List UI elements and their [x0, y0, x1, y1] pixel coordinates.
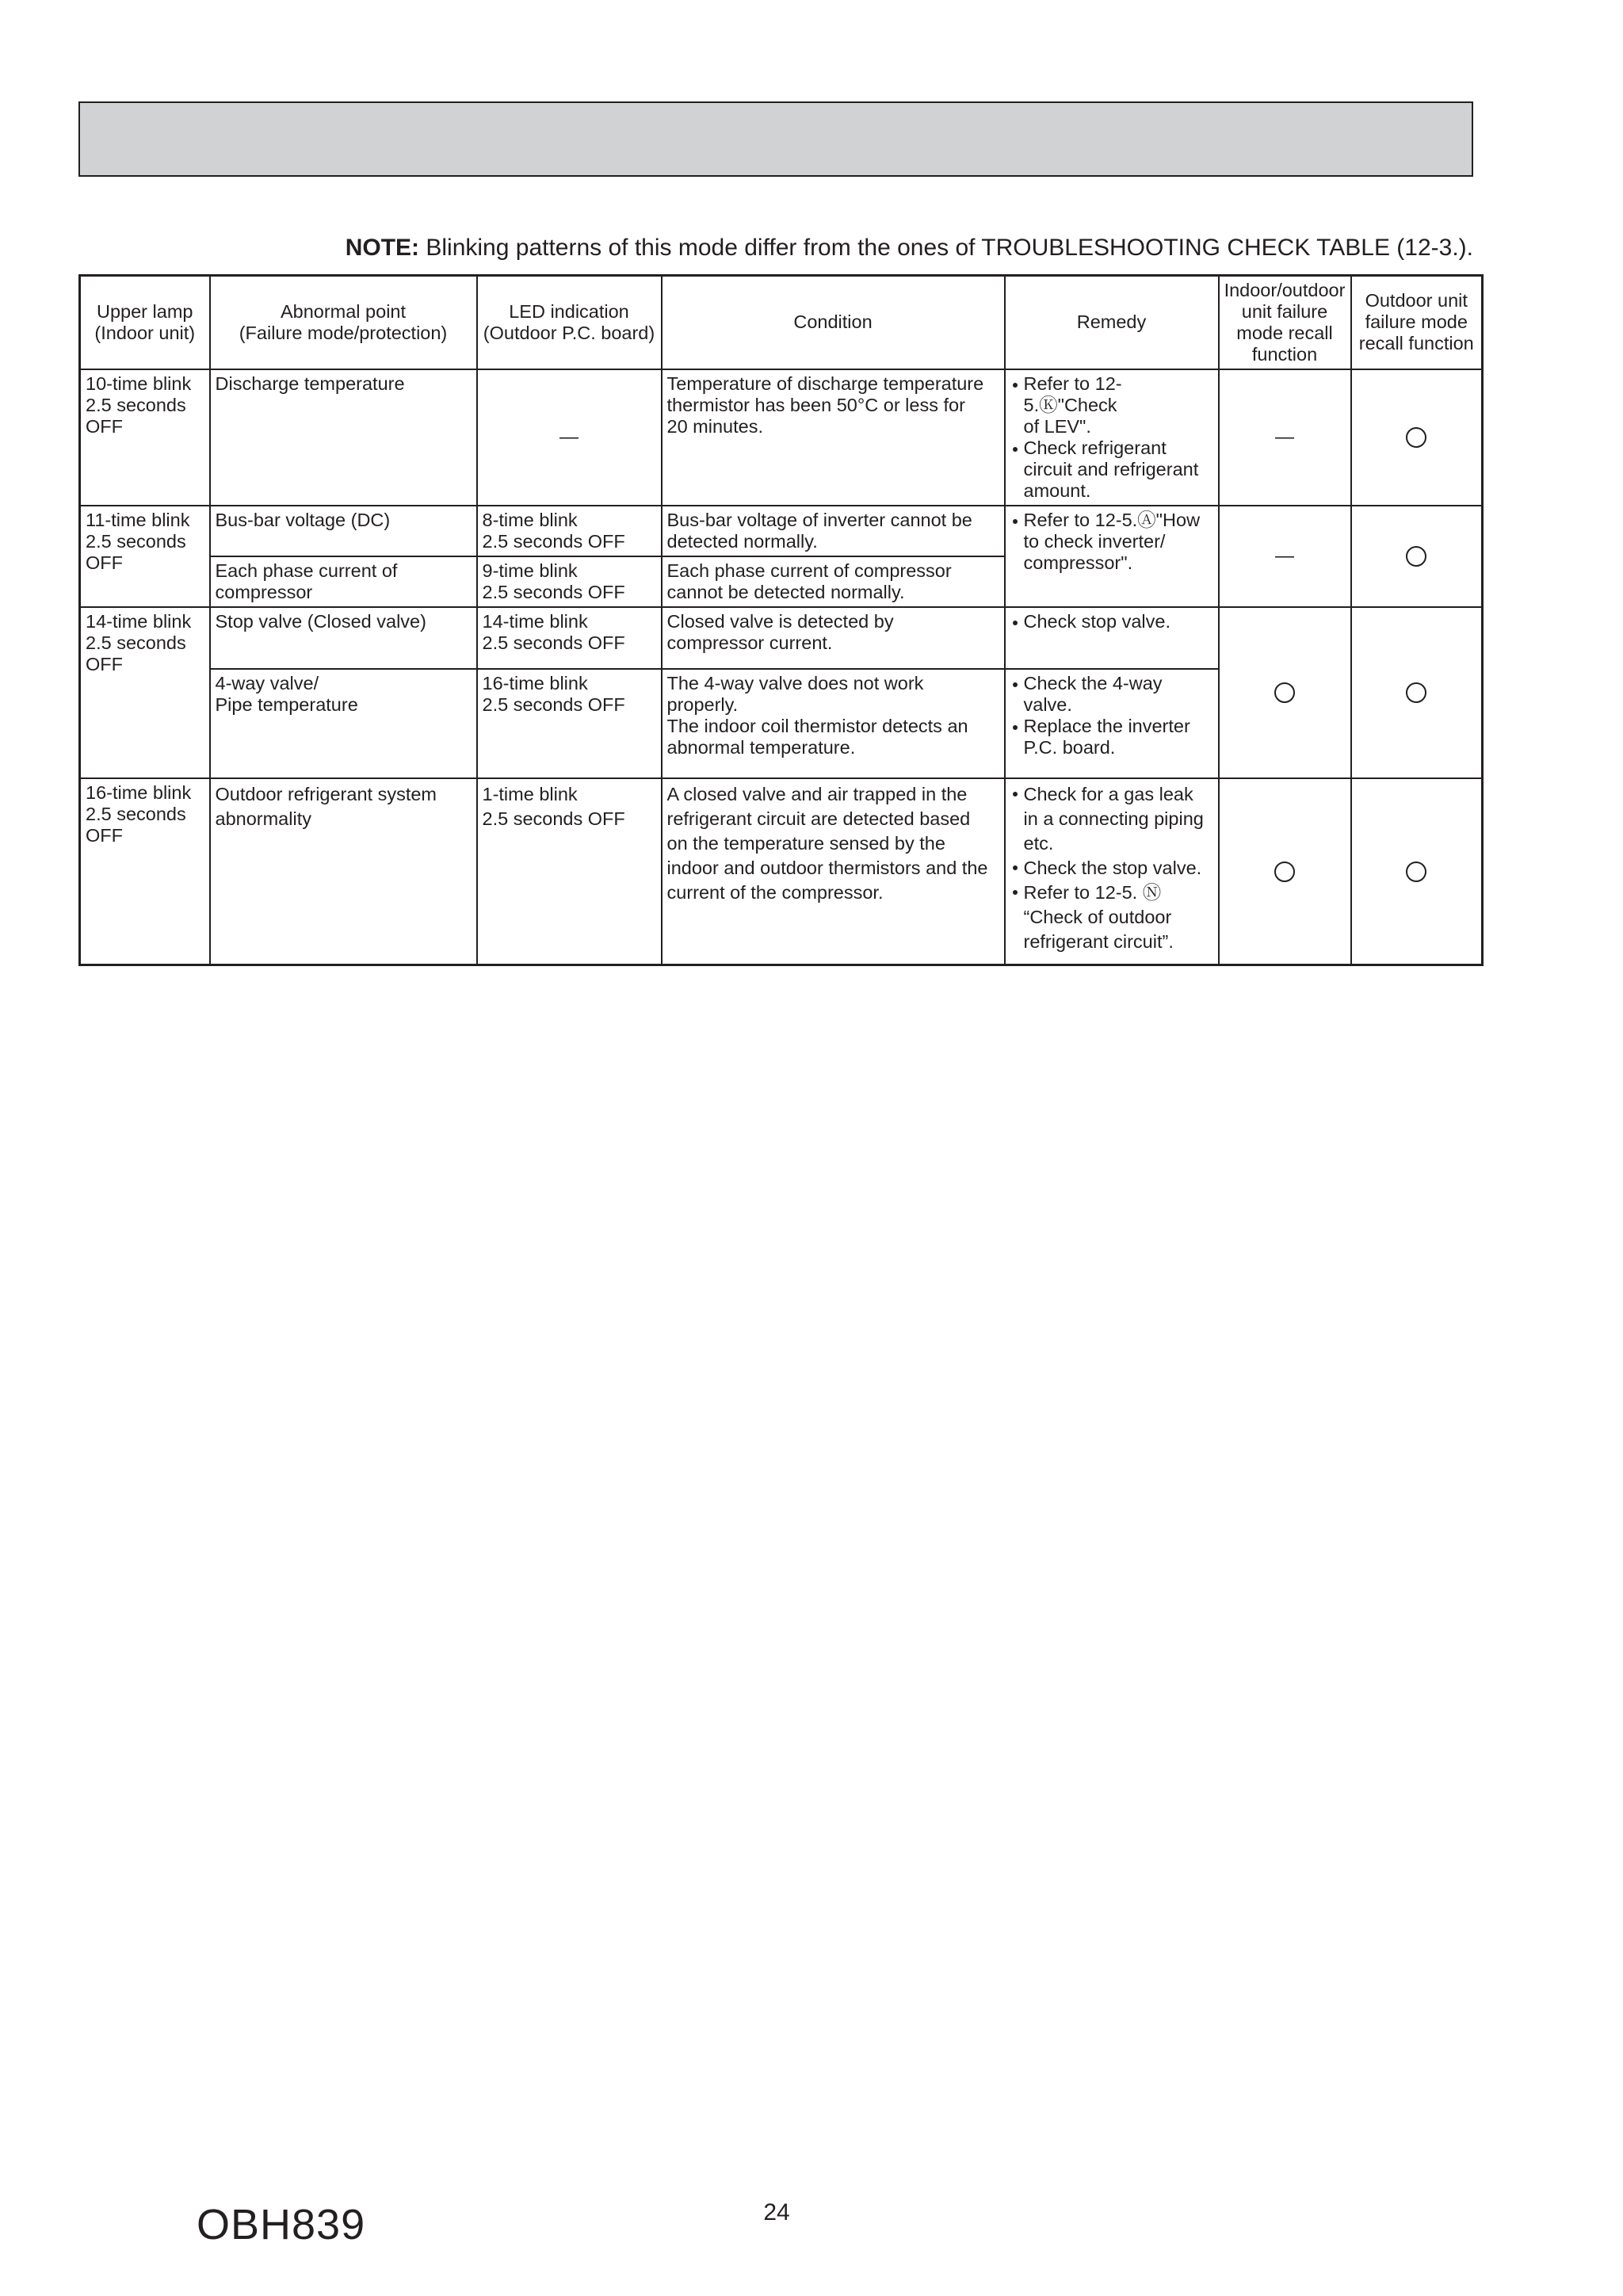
abnormal-point-cell: Stop valve (Closed valve) [210, 607, 477, 669]
condition-cell: Bus-bar voltage of inverter cannot be detected normally. [662, 506, 1005, 556]
outdoor-recall-cell [1351, 506, 1483, 607]
upper-lamp-cell: 11-time blink 2.5 seconds OFF [80, 506, 210, 607]
condition-cell: Closed valve is detected by compressor current. [662, 607, 1005, 669]
led-indication-cell: — [477, 369, 662, 506]
indoor-recall-cell [1219, 607, 1351, 778]
remedy-cell [1005, 669, 1219, 778]
remedy-cell [1005, 369, 1219, 506]
table-header-row [80, 276, 1483, 369]
led-indication-cell: 16-time blink 2.5 seconds OFF [477, 669, 662, 778]
header-condition: Condition [662, 276, 1005, 369]
remedy-item: Check refrigerant circuit and refrigerant amount. [1010, 437, 1213, 502]
led-indication-cell: 1-time blink 2.5 seconds OFF [477, 778, 662, 965]
led-indication-cell: 9-time blink 2.5 seconds OFF [477, 556, 662, 607]
note-text: Blinking patterns of this mode differ from the ones of TROUBLESHOOTING CHECK TABLE (12-3.). [419, 235, 1473, 261]
note-label: NOTE: [345, 235, 420, 261]
header-upper-lamp: Upper lamp (Indoor unit) [80, 276, 210, 369]
section-header-bar [78, 101, 1473, 177]
remedy-item: Refer to 12-5.Ⓐ"How to check inverter/ compressor". [1010, 510, 1213, 574]
table-row [80, 369, 1483, 506]
abnormal-point-cell: Discharge temperature [210, 369, 477, 506]
remedy-item: Check the stop valve. [1010, 856, 1213, 881]
remedy-item: Check the 4-way valve. [1010, 673, 1213, 716]
abnormal-point-cell: Outdoor refrigerant system abnormality [210, 778, 477, 965]
indoor-recall-cell [1219, 778, 1351, 965]
remedy-item: Check for a gas leak in a connecting piping etc. [1010, 782, 1213, 856]
table-row [80, 506, 1483, 556]
circle-mark-icon [1274, 861, 1295, 882]
remedy-cell [1005, 506, 1219, 607]
condition-cell: Temperature of discharge temperature thermistor has been 50°C or less for 20 minutes. [662, 369, 1005, 506]
header-remedy: Remedy [1005, 276, 1219, 369]
header-abnormal-point: Abnormal point (Failure mode/protection) [210, 276, 477, 369]
note [0, 235, 1473, 266]
circle-mark-icon [1406, 861, 1426, 882]
condition-cell: The 4-way valve does not work properly. The indoor coil thermistor detects an abnormal temperature. [662, 669, 1005, 778]
troubleshooting-table [78, 274, 1484, 966]
abnormal-point-cell: Bus-bar voltage (DC) [210, 506, 477, 556]
upper-lamp-cell: 10-time blink 2.5 seconds OFF [80, 369, 210, 506]
remedy-item: Refer to 12-5. Ⓝ “Check of outdoor refrigerant circuit”. [1010, 881, 1213, 954]
header-outdoor-recall: Outdoor unit failure mode recall function [1351, 276, 1483, 369]
remedy-cell [1005, 607, 1219, 669]
led-indication-cell: 8-time blink 2.5 seconds OFF [477, 506, 662, 556]
outdoor-recall-cell [1351, 369, 1483, 506]
abnormal-point-cell: Each phase current of compressor [210, 556, 477, 607]
remedy-item: Refer to 12-5.Ⓚ"Check of LEV". [1010, 373, 1213, 437]
remedy-cell [1005, 778, 1219, 965]
remedy-item: Replace the inverter P.C. board. [1010, 716, 1213, 758]
table-row [80, 778, 1483, 965]
table-row [80, 607, 1483, 669]
outdoor-recall-cell [1351, 778, 1483, 965]
dash-mark: — [1275, 545, 1294, 567]
indoor-recall-cell [1219, 506, 1351, 607]
page-number: 24 [763, 2199, 790, 2225]
condition-cell: Each phase current of compressor cannot be detected normally. [662, 556, 1005, 607]
circle-mark-icon [1406, 682, 1426, 703]
abnormal-point-cell: 4-way valve/ Pipe temperature [210, 669, 477, 778]
dash-mark: — [1275, 426, 1294, 448]
circle-mark-icon [1406, 546, 1426, 567]
indoor-recall-cell [1219, 369, 1351, 506]
condition-cell: A closed valve and air trapped in the refrigerant circuit are detected based on the temperature sensed by the indoor and outdoor thermistors and the current of the compressor. [662, 778, 1005, 965]
header-indoor-recall: Indoor/outdoor unit failure mode recall function [1219, 276, 1351, 369]
outdoor-recall-cell [1351, 607, 1483, 778]
header-led-indication: LED indication (Outdoor P.C. board) [477, 276, 662, 369]
model-number: OBH839 [197, 2201, 366, 2248]
circle-mark-icon [1274, 682, 1295, 703]
led-indication-cell: 14-time blink 2.5 seconds OFF [477, 607, 662, 669]
upper-lamp-cell: 14-time blink 2.5 seconds OFF [80, 607, 210, 778]
remedy-item: Check stop valve. [1010, 611, 1213, 632]
circle-mark-icon [1406, 427, 1426, 448]
upper-lamp-cell: 16-time blink 2.5 seconds OFF [80, 778, 210, 965]
